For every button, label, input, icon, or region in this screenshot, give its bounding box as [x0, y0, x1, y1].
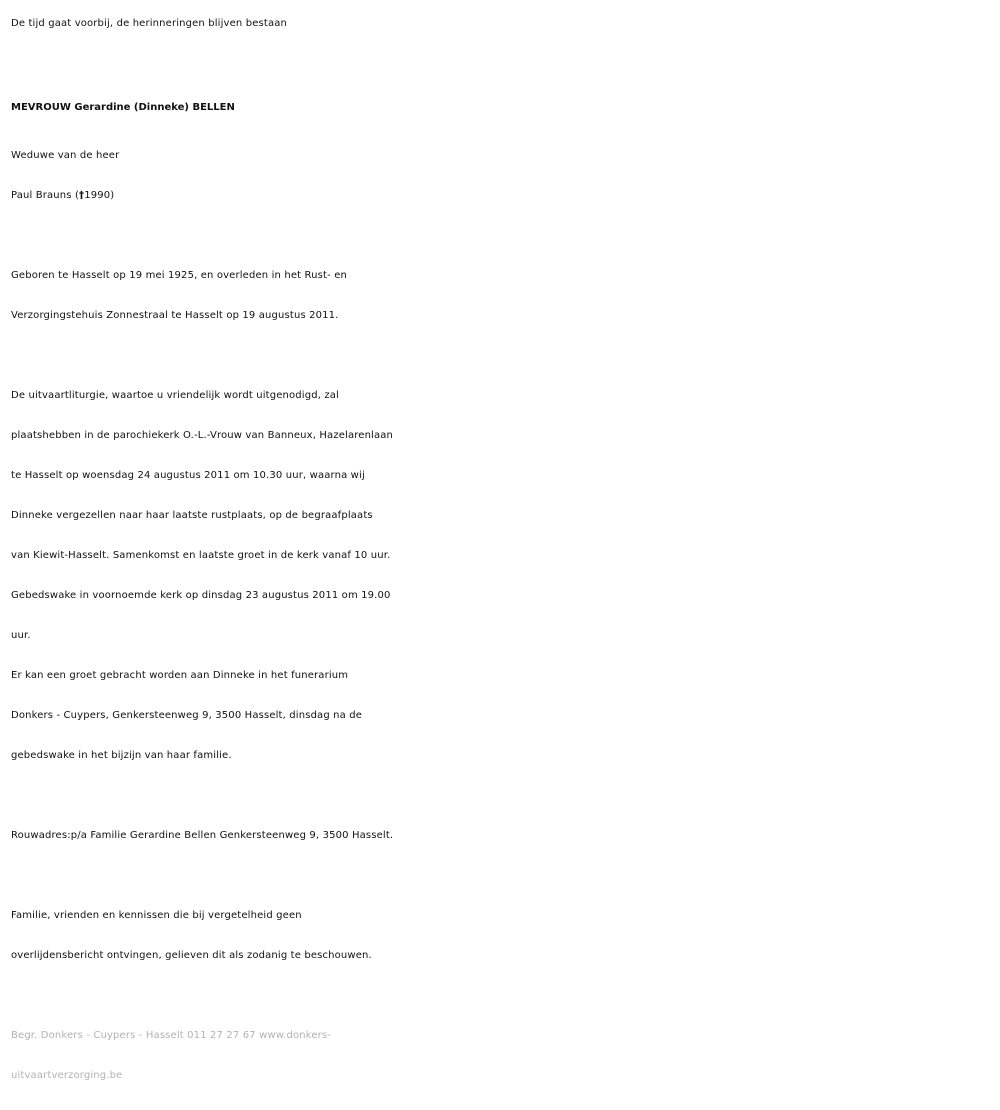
footer-line: uitvaartverzorging.be — [11, 1070, 123, 1081]
paragraph-line: Er kan een groet gebracht worden aan Dinneke in het funerarium — [11, 670, 349, 681]
funeral-home-footer — [11, 1016, 1000, 1096]
birth-death-paragraph — [11, 256, 1000, 336]
spouse-line-2 — [11, 176, 1000, 216]
paragraph-line: Geboren te Hasselt op 19 mei 1925, en overleden in het Rust- en — [11, 270, 347, 281]
closing-paragraph — [11, 896, 1000, 976]
paragraph-line: Dinneke vergezellen naar haar laatste rustplaats, op de begraafplaats — [11, 510, 373, 521]
spouse-name: Paul Brauns ( — [11, 190, 80, 201]
paragraph-line: overlijdensbericht ontvingen, gelieven dit als zodanig te beschouwen. — [11, 950, 372, 961]
paragraph-line: te Hasselt op woensdag 24 augustus 2011 om 10.30 uur, waarna wij — [11, 470, 365, 481]
mourning-address — [11, 816, 1000, 856]
paragraph-line: Verzorgingstehuis Zonnestraal te Hasselt op 19 augustus 2011. — [11, 310, 339, 321]
paragraph-line: Familie, vrienden en kennissen die bij vergetelheid geen — [11, 910, 302, 921]
cross-icon: † — [79, 190, 85, 201]
paragraph-line: Donkers - Cuypers, Genkersteenweg 9, 3500 Hasselt, dinsdag na de — [11, 710, 363, 721]
paragraph-line: van Kiewit-Hasselt. Samenkomst en laatste groet in de kerk vanaf 10 uur. — [11, 550, 391, 561]
funeral-paragraph — [11, 376, 1000, 776]
motto: De tijd gaat voorbij, de herinneringen blijven bestaan — [11, 18, 287, 29]
spouse-death-year: 1990) — [84, 190, 115, 201]
paragraph-line: De uitvaartliturgie, waartoe u vriendelijk wordt uitgenodigd, zal — [11, 390, 339, 401]
deceased-name: MEVROUW Gerardine (Dinneke) BELLEN — [11, 102, 235, 113]
address-line: Rouwadres:p/a Familie Gerardine Bellen Genkersteenweg 9, 3500 Hasselt. — [11, 830, 394, 841]
paragraph-line: uur. — [11, 630, 31, 641]
spouse-line-1: Weduwe van de heer — [11, 150, 120, 161]
footer-line: Begr. Donkers - Cuypers - Hasselt 011 27 27 67 www.donkers- — [11, 1030, 332, 1041]
paragraph-line: gebedswake in het bijzijn van haar familie. — [11, 750, 232, 761]
paragraph-line: Gebedswake in voornoemde kerk op dinsdag 23 augustus 2011 om 19.00 — [11, 590, 391, 601]
paragraph-line: plaatshebben in de parochiekerk O.-L.-Vrouw van Banneux, Hazelarenlaan — [11, 430, 394, 441]
spouse-info — [11, 136, 1000, 216]
